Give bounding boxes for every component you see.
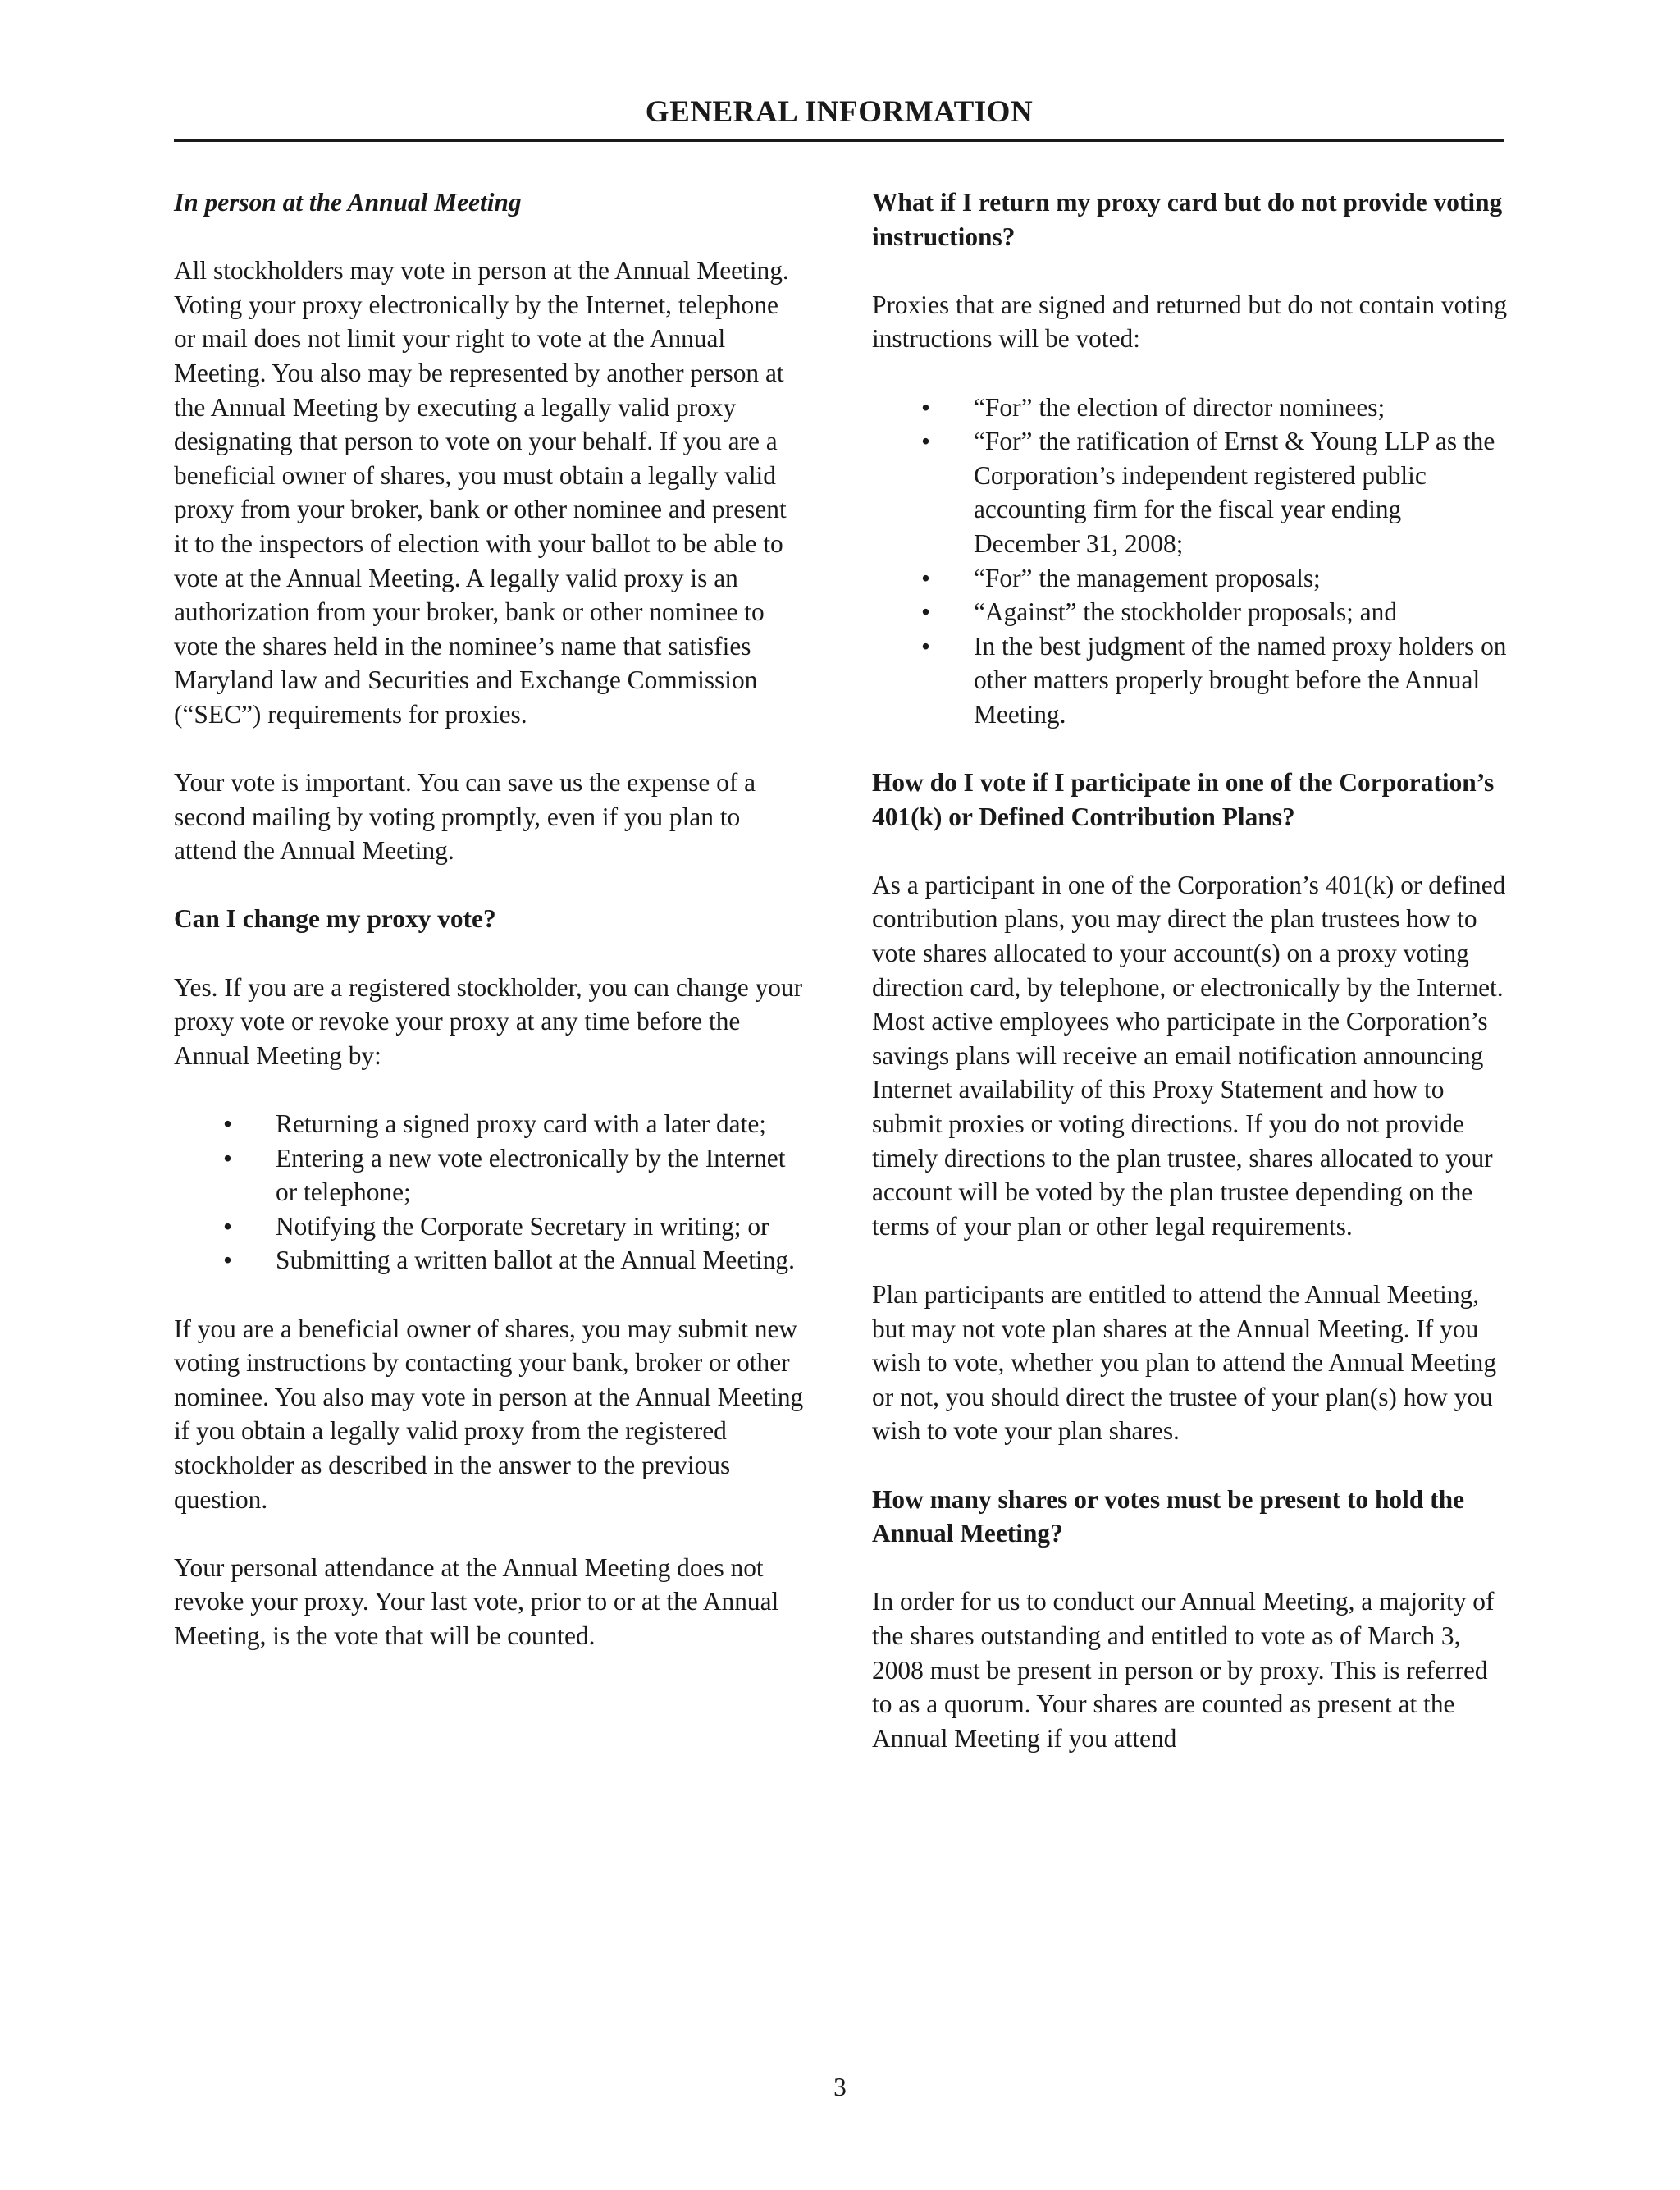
attendance-paragraph: Your personal attendance at the Annual Meeting does not revoke your proxy. Your last vote, prior to or at the Annual Meeting, is the vote that will be counted. [174,1552,779,1650]
list-item-text: Entering a new vote electronically by the Internet or telephone; [276,1143,786,1207]
bullet-icon: • [921,392,930,422]
list-item [872,595,1508,629]
list-item [872,424,1508,560]
in-person-paragraph: All stockholders may vote in person at the Annual Meeting. Voting your proxy electronically by the Internet, telephone or mail does not limit your right to vote at the Annual Meeting. You also may be represented by another person at the Annual Meeting by executing a legally valid proxy designating that person to vote on your behalf. If you are a beneficial owner of shares, you must obtain a legally valid proxy from your broker, bank or other nominee and present it to the inspectors of election with your ballot to be able to vote at the Annual Meeting. A legally valid proxy is an authorization from your broker, bank or other nominee to vote the shares held in the nominee’s name that satisfies Maryland law and Securities and Exchange Commission (“SEC”) requirements for proxies. [174,256,789,729]
list-item [174,1141,806,1209]
bullet-icon: • [223,1211,232,1241]
list-item [174,1107,806,1141]
page-title: GENERAL INFORMATION [645,95,1034,129]
list-item-text: “For” the election of director nominees; [974,392,1386,422]
plans-paragraph: As a participant in one of the Corporation’s 401(k) or defined contribution plans, you may direct the plan trustees how to vote shares allocated to your account(s) on a proxy voting direction card, by telephone, or electronically by the Internet. Most active employees who participate in the Corporation’s savings plans will receive an email notification announcing Internet availability of this Proxy Statement and how to submit proxies or voting directions. If you do not provide timely directions to the plan trustee, shares allocated to your account will be voted by the plan trustee depending on the terms of your plan or other legal requirements. [872,870,1506,1241]
list-item-text: “Against” the stockholder proposals; and [974,597,1398,627]
quorum-paragraph: In order for us to conduct our Annual Meeting, a majority of the shares outstanding and entitled to vote as of March 3, 2008 must be present in person or by proxy. This is referred to as a quorum. Your shares are counted as present at the Annual Meeting if you attend [872,1587,1495,1753]
bullet-icon: • [223,1143,232,1173]
list-item [174,1243,806,1278]
list-item [872,629,1508,732]
bullet-icon: • [921,563,930,592]
change-proxy-list [174,1107,806,1278]
left-column [174,185,806,1687]
change-proxy-paragraph: Yes. If you are a registered stockholder, you can change your proxy vote or revoke your proxy at any time before the Annual Meeting by: [174,972,803,1070]
no-instructions-paragraph: Proxies that are signed and returned but do not contain voting instructions will be voted: [872,290,1508,354]
bullet-icon: • [223,1246,232,1275]
in-person-heading: In person at the Annual Meeting [174,188,522,217]
plans-heading: How do I vote if I participate in one of the Corporation’s 401(k) or Defined Contribution Plans? [872,768,1495,831]
plan-participants-paragraph: Plan participants are entitled to attend the Annual Meeting, but may not vote plan shares at the Annual Meeting. If you wish to vote, whether you plan to attend the Annual Meeting or not, you should direct the trustee of your plan(s) how you wish to vote your plan shares. [872,1280,1497,1446]
page-number: 3 [833,2073,847,2101]
title-divider [174,139,1504,142]
list-item-text: In the best judgment of the named proxy holders on other matters properly brought before the Annual Meeting. [974,631,1507,729]
list-item [174,1209,806,1244]
list-item-text: Submitting a written ballot at the Annual Meeting. [276,1246,795,1275]
list-item-text: Notifying the Corporate Secretary in writing; or [276,1211,769,1241]
beneficial-owner-paragraph: If you are a beneficial owner of shares, you may submit new voting instructions by contacting your bank, broker or other nominee. You also may vote in person at the Annual Meeting if you obtain a legally valid proxy from the registered stockholder as described in the answer to the previous question. [174,1314,804,1514]
right-column [872,185,1508,1790]
no-instructions-heading: What if I return my proxy card but do not provide voting instructions? [872,188,1503,251]
bullet-icon: • [921,427,930,456]
list-item [872,561,1508,596]
quorum-heading: How many shares or votes must be present to hold the Annual Meeting? [872,1484,1464,1548]
list-item-text: Returning a signed proxy card with a later date; [276,1109,766,1139]
bullet-icon: • [921,631,930,661]
list-item-text: “For” the ratification of Ernst & Young LLP as the Corporation’s independent registered public accounting firm for the fiscal year ending December 31, 2008; [974,427,1495,558]
list-item [872,391,1508,425]
bullet-icon: • [921,597,930,627]
vote-important-paragraph: Your vote is important. You can save us the expense of a second mailing by voting promptly, even if you plan to attend the Annual Meeting. [174,768,756,866]
default-votes-list [872,391,1508,732]
change-proxy-heading: Can I change my proxy vote? [174,904,496,934]
bullet-icon: • [223,1109,232,1139]
list-item-text: “For” the management proposals; [974,563,1321,592]
